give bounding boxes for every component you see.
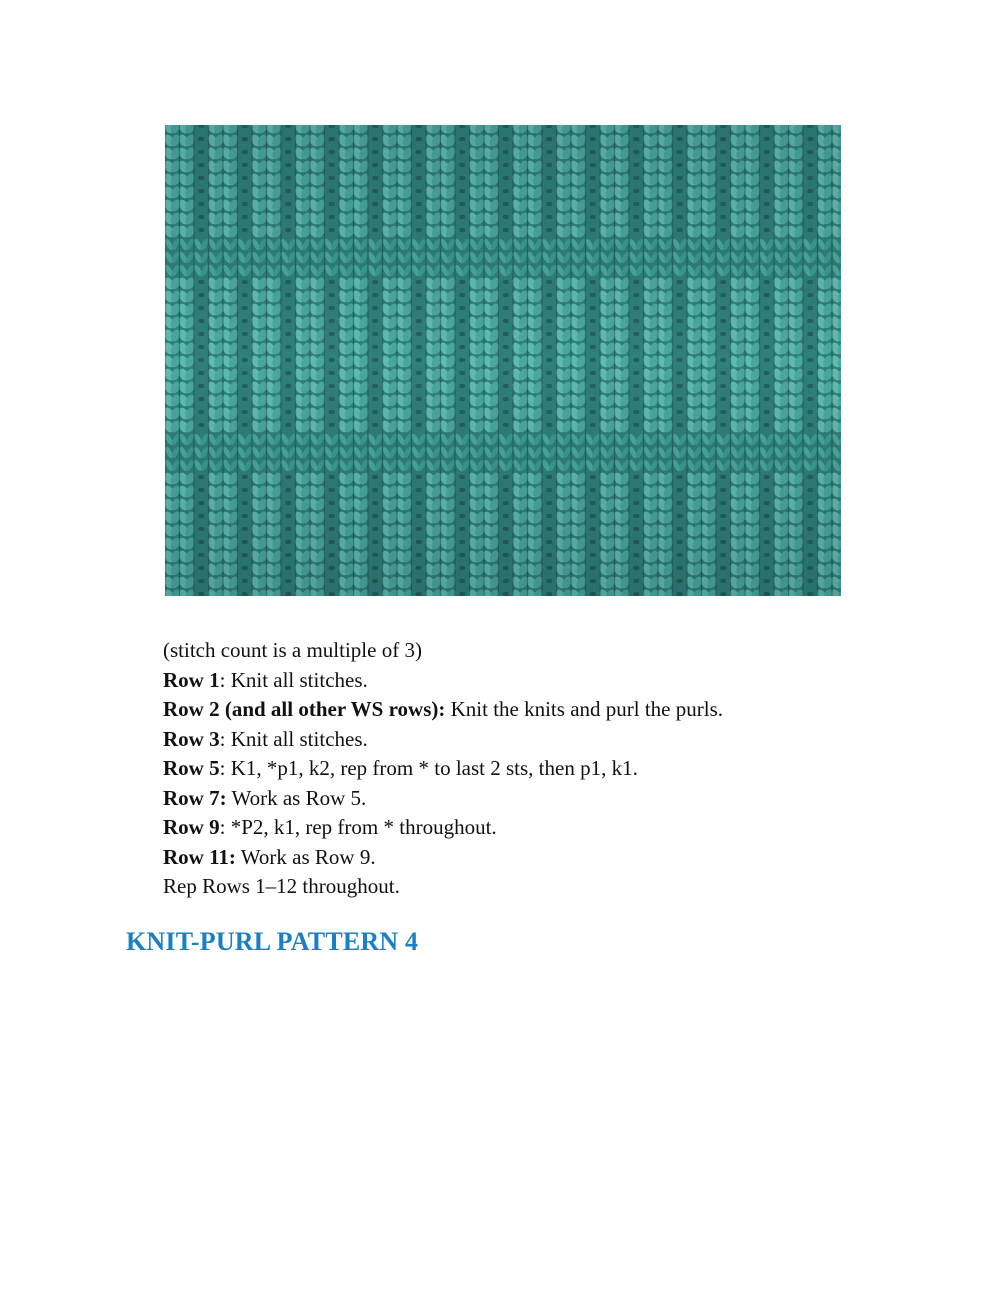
stitch-count-note: (stitch count is a multiple of 3): [163, 638, 422, 662]
row-text: Work as Row 5.: [231, 785, 367, 810]
row-separator: :: [219, 756, 231, 780]
section-heading: KNIT-PURL PATTERN 4: [126, 927, 419, 956]
row-label: Row 5: [163, 756, 220, 780]
row-instruction: [163, 784, 943, 814]
row-text: Work as Row 9.: [240, 844, 376, 869]
row-label: Row 3: [163, 726, 220, 751]
row-instruction: [163, 666, 943, 696]
row-instruction: [163, 843, 943, 873]
row-label: Row 9: [163, 815, 220, 839]
row-separator: :: [219, 815, 231, 839]
knit-swatch-photo: [165, 125, 841, 596]
pattern-instructions: [163, 636, 943, 902]
row-instruction: [163, 813, 943, 843]
repeat-instruction: Rep Rows 1–12 throughout.: [163, 874, 400, 898]
row-instruction: [163, 725, 943, 755]
row-text: Knit all stitches.: [230, 726, 368, 751]
row-instruction-list: [163, 666, 943, 873]
row-text: Knit all stitches.: [230, 667, 368, 692]
row-label: Row 11:: [163, 844, 236, 869]
row-label: Row 7:: [163, 785, 227, 810]
row-label: Row 2 (and all other WS rows):: [163, 697, 446, 721]
row-instruction: [163, 695, 943, 725]
row-text: Knit the knits and purl the purls.: [450, 697, 723, 721]
row-text: K1, *p1, k2, rep from * to last 2 sts, then p1, k1.: [230, 756, 638, 780]
row-separator: :: [219, 726, 231, 751]
row-separator: :: [219, 667, 231, 692]
row-text: *P2, k1, rep from * throughout.: [230, 815, 497, 839]
row-instruction: [163, 754, 943, 784]
row-label: Row 1: [163, 667, 220, 692]
